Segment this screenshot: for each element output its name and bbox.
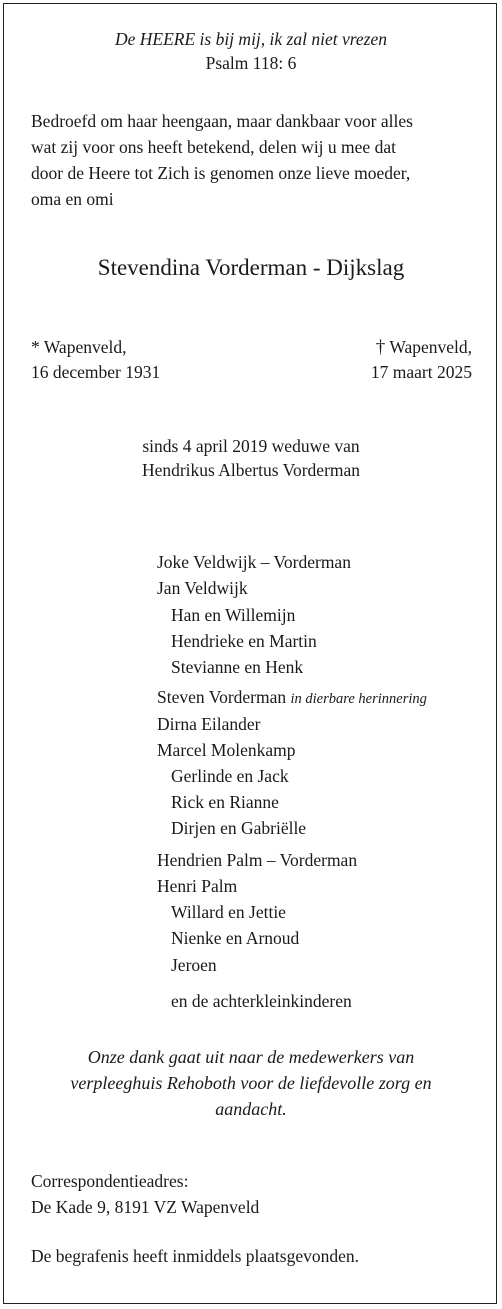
intro-line: door de Heere tot Zich is genomen onze lieve moeder, [31, 163, 411, 183]
correspondence-address: De Kade 9, 8191 VZ Wapenveld [31, 1197, 260, 1217]
intro-line: oma en omi [31, 189, 114, 209]
funeral-note: De begrafenis heeft inmiddels plaatsgevonden. [31, 1246, 360, 1266]
cross-symbol: † [375, 337, 386, 358]
birth-place [31, 337, 126, 358]
widow-line: sinds 4 april 2019 weduwe van [142, 436, 360, 456]
child-name: Dirna Eilander [157, 714, 261, 734]
birth-symbol: * [31, 337, 40, 357]
thanks-line: aandacht. [215, 1099, 287, 1119]
grandchild: Stevianne en Henk [171, 657, 304, 677]
verse-reference: Psalm 118: 6 [205, 53, 297, 73]
correspondence-label: Correspondentieadres: [31, 1171, 189, 1191]
death-date: 17 maart 2025 [370, 362, 472, 382]
great-grandchildren: en de achterkleinkinderen [171, 991, 352, 1011]
grandchild: Rick en Rianne [171, 792, 279, 812]
grandchild: Nienke en Arnoud [171, 928, 300, 948]
memorial-note: in dierbare herinnering [290, 691, 427, 707]
birth-place-text: Wapenveld, [43, 337, 127, 357]
grandchild: Dirjen en Gabriëlle [171, 818, 307, 838]
deceased-name: Stevendina Vorderman - Dijkslag [97, 255, 405, 280]
child-name: Joke Veldwijk – Vorderman [157, 552, 351, 572]
death-place-text: Wapenveld, [389, 337, 472, 357]
partner-name: Marcel Molenkamp [157, 740, 296, 760]
partner-name: Henri Palm [157, 876, 238, 896]
birth-date: 16 december 1931 [31, 362, 161, 382]
grandchild: Willard en Jettie [171, 902, 286, 922]
thanks-line: verpleeghuis Rehoboth voor de liefdevolle zorg en [70, 1073, 432, 1093]
grandchild: Han en Willemijn [171, 605, 296, 625]
partner-name: Jan Veldwijk [157, 578, 248, 598]
death-place [376, 337, 472, 359]
thanks-line: Onze dank gaat uit naar de medewerkers van [87, 1047, 415, 1067]
child-name: Hendrien Palm – Vorderman [157, 850, 358, 870]
grandchild: Hendrieke en Martin [171, 631, 317, 651]
memorial-name: Steven Vorderman [157, 687, 287, 707]
spouse-name: Hendrikus Albertus Vorderman [141, 460, 361, 480]
bible-verse: De HEERE is bij mij, ik zal niet vrezen [114, 29, 387, 49]
grandchild: Jeroen [171, 955, 217, 975]
grandchild: Gerlinde en Jack [171, 766, 289, 786]
intro-line: Bedroefd om haar heengaan, maar dankbaar voor alles [31, 111, 413, 131]
intro-line: wat zij voor ons heeft betekend, delen wij u mee dat [31, 137, 396, 157]
memorial-entry [157, 687, 427, 708]
